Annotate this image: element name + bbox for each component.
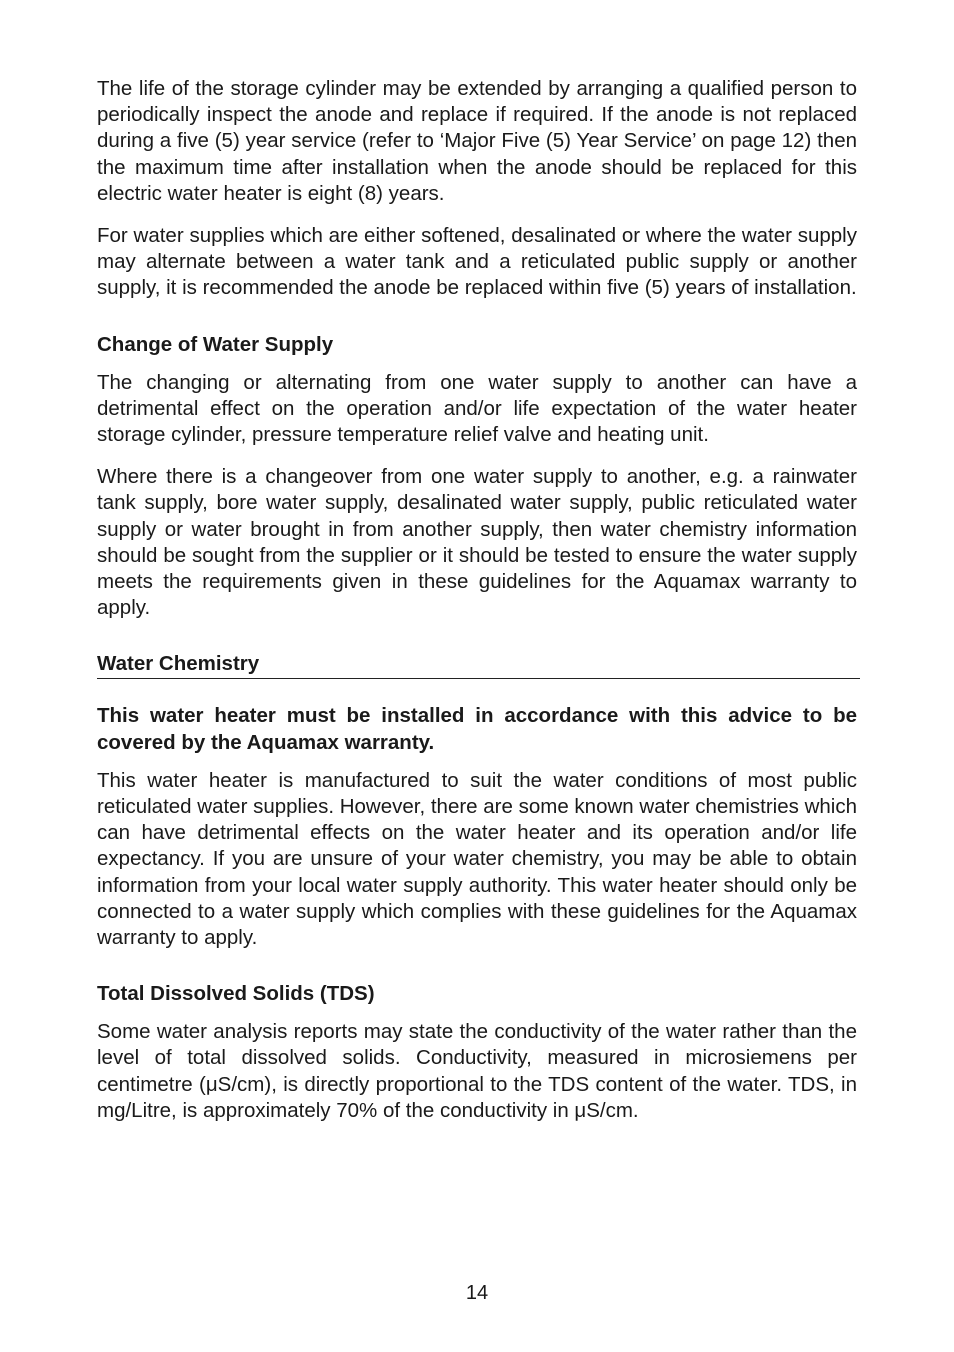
tds-paragraph: Some water analysis reports may state the conductivity of the water rather than the level of total dissolved solids. Conductivity, measured in microsiemens per centimetre (μS/cm), is directly proportional to the TDS content of the water. TDS, in mg/Litre, is approximately 70% of the conductivity in μS/cm. — [97, 1020, 857, 1122]
document-page — [97, 76, 857, 1140]
change-supply-paragraph-1: The changing or alternating from one water supply to another can have a detrimental effect on the operation and/or life expectation of the water heater storage cylinder, pressure temperature relief valve and heating unit. — [97, 370, 857, 447]
page-number: 14 — [465, 1282, 489, 1304]
change-of-water-supply-heading: Change of Water Supply — [97, 332, 334, 356]
water-chemistry-paragraph: This water heater is manufactured to suit the water conditions of most public reticulated water supplies. However, there are some known water chemistries which can have detrimental effects on the water heater and its operation and/or life expectancy. If you are unsure of your water chemistry, you may be able to obtain information from your local water supply authority. This water heater should only be connected to a water supply which complies with these guidelines for the Aquamax warranty to apply. — [97, 768, 857, 950]
warranty-warning: This water heater must be installed in accordance with this advice to be covered by the Aquamax warranty. — [97, 704, 857, 754]
water-chemistry-heading: Water Chemistry — [97, 651, 860, 679]
change-supply-paragraph-2: Where there is a changeover from one water supply to another, e.g. a rainwater tank supply, bore water supply, desalinated water supply, public reticulated water supply or water brought in from another supply, then water chemistry information should be sought from the supplier or it should be tested to ensure the water supply meets the requirements given in these guidelines for the Aquamax warranty to apply. — [97, 465, 857, 620]
anode-life-paragraph: The life of the storage cylinder may be extended by arranging a qualified person to periodically inspect the anode and replace if required. If the anode is not replaced during a five (5) year service (refer to ‘Major Five (5) Year Service’ on page 12) then the maximum time after installation when the anode should be replaced for this electric water heater is eight (8) years. — [97, 77, 857, 205]
softened-supplies-paragraph: For water supplies which are either softened, desalinated or where the water supply may alternate between a water tank and a reticulated public supply or another supply, it is recommended the anode be replaced within five (5) years of installation. — [97, 224, 857, 300]
tds-heading: Total Dissolved Solids (TDS) — [97, 982, 375, 1006]
